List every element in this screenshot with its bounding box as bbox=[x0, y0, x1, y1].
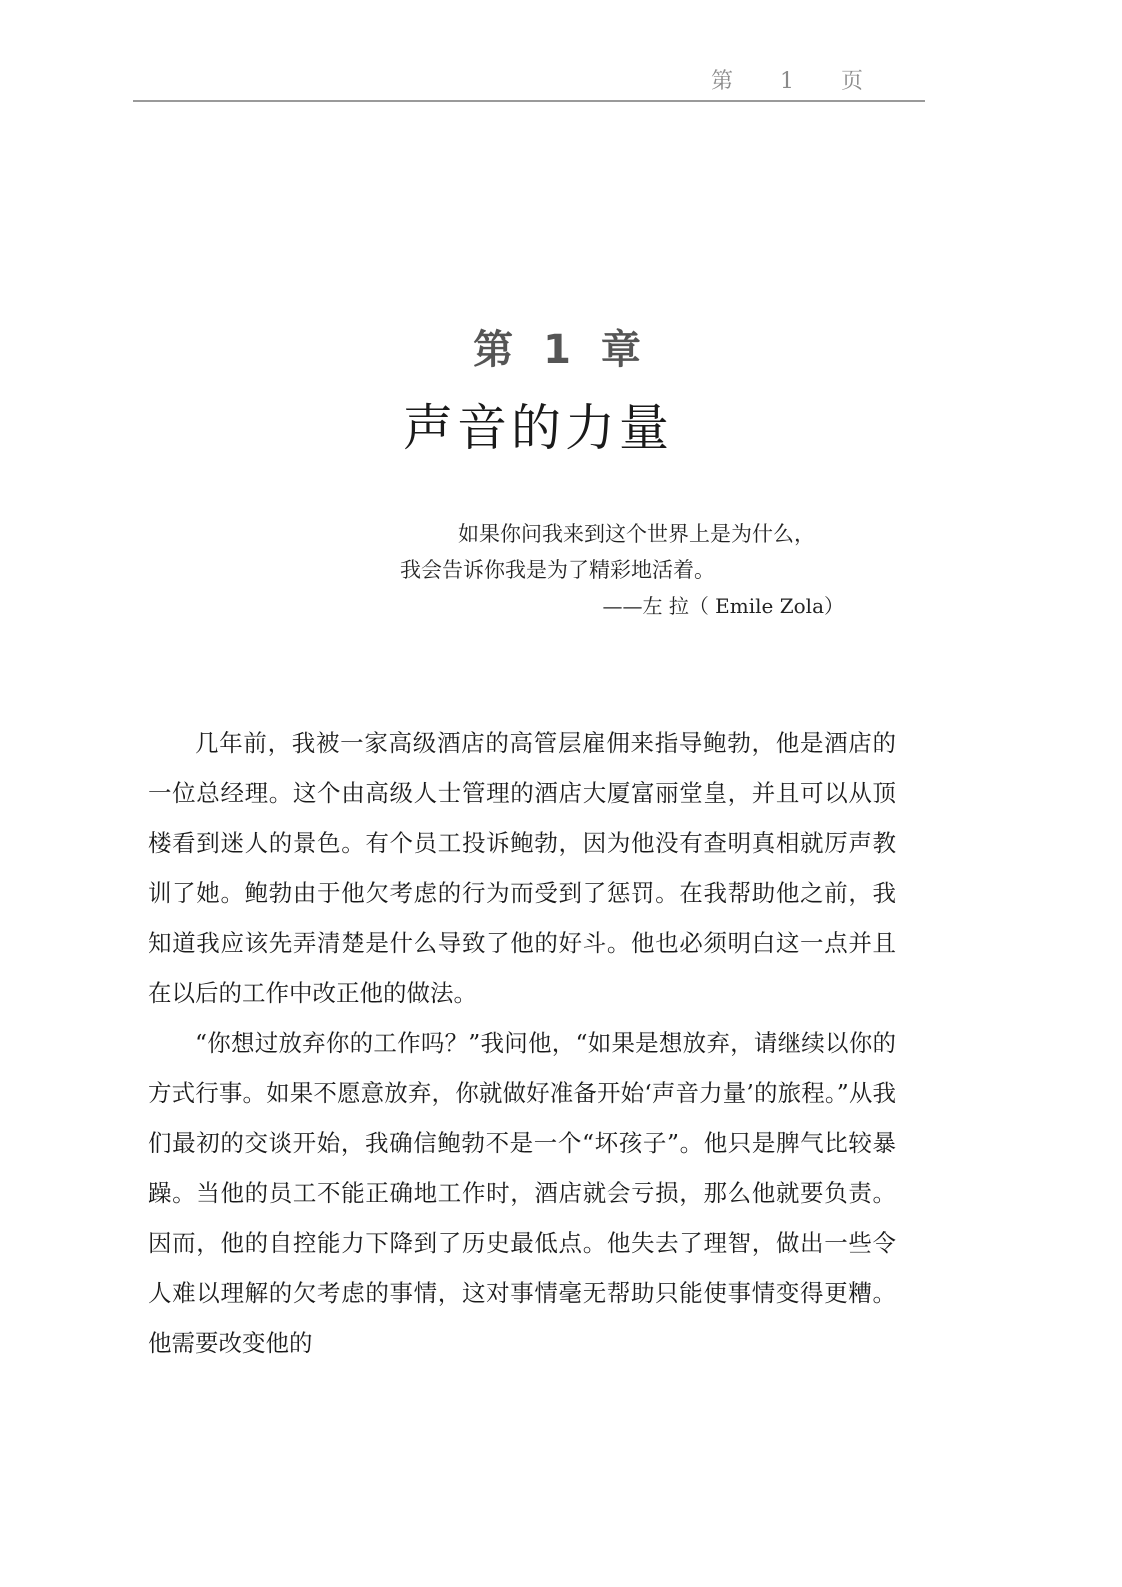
epigraph-line-1: 如果你问我来到这个世界上是为什么， bbox=[458, 522, 815, 546]
epigraph-line-2: 我会告诉你我是为了精彩地活着。 bbox=[400, 558, 715, 582]
body-paragraph: 几年前，我被一家高级酒店的高管层雇佣来指导鲍勃，他是酒店的一位总经理。这个由高级人士管理的酒店大厦富丽堂皇，并且可以从顶楼看到迷人的景色。有个员工投诉鲍勃，因为他没有查明真相就厉声教训了她。鲍勃由于他欠考虑的行为而受到了惩罚。在我帮助他之前，我知道我应该先弄清楚是什么导致了他的好斗。他也必须明白这一点并且在以后的工作中改正他的做法。 bbox=[148, 729, 896, 1007]
chapter-title: 声音的力量 bbox=[403, 399, 673, 457]
epigraph-quote bbox=[400, 516, 860, 624]
body-paragraph: “你想过放弃你的工作吗？”我问他，“如果是想放弃，请继续以你的方式行事。如果不愿意放弃，你就做好准备开始‘声音力量’的旅程。”从我们最初的交谈开始，我确信鲍勃不是一个“坏孩子”。他只是脾气比较暴躁。当他的员工不能正确地工作时，酒店就会亏损，那么他就要负责。因而，他的自控能力下降到了历史最低点。他失去了理智，做出一些令人难以理解的欠考虑的事情，这对事情毫无帮助只能使事情变得更糟。他需要改变他的 bbox=[148, 1029, 896, 1357]
body-text bbox=[148, 718, 896, 1368]
page-number-label: 第 1 页 bbox=[711, 69, 883, 94]
chapter-number: 第 1 章 bbox=[473, 327, 649, 373]
epigraph-attribution: ——左 拉（ Emile Zola） bbox=[602, 594, 844, 618]
page-header bbox=[133, 60, 925, 102]
